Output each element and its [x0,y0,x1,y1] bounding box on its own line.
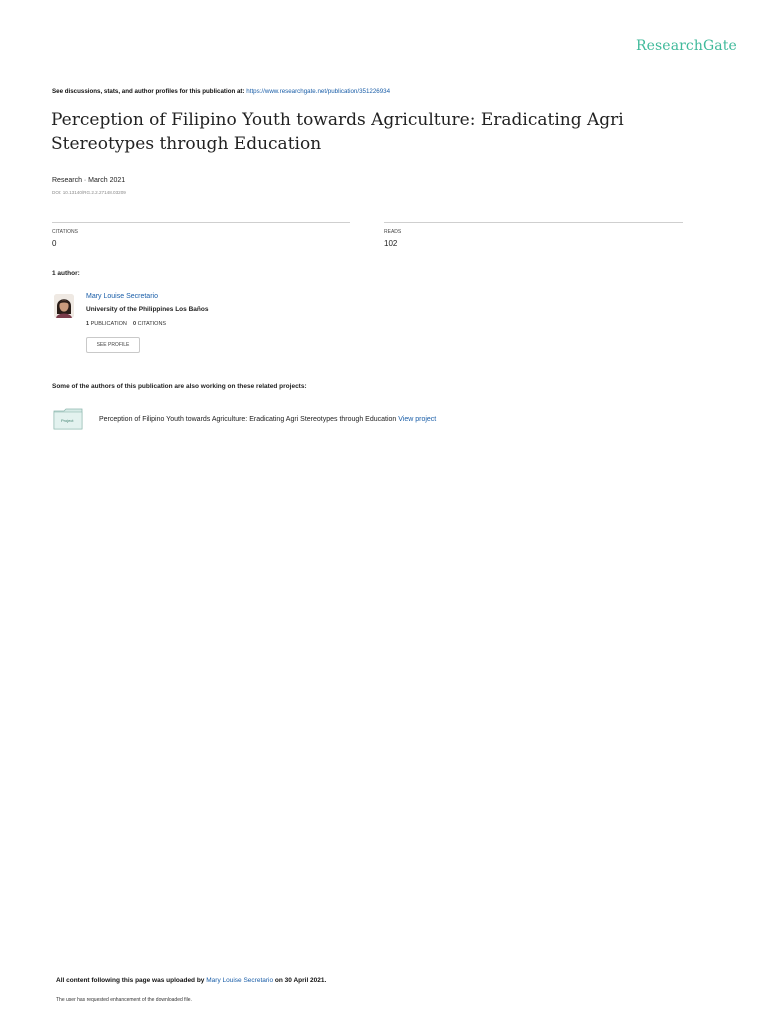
author-citations-label: CITATIONS [137,321,167,327]
reads-divider [384,222,683,223]
project-title: Perception of Filipino Youth towards Agriculture: Eradicating Agri Stereotypes through Education [99,416,397,423]
project-folder-icon[interactable] [53,408,83,430]
reads-label: READS [384,229,402,235]
view-project-link[interactable]: View project [398,416,437,423]
author-publications-label: PUBLICATION [90,321,127,327]
enhancement-note: The user has requested enhancement of the downloaded file. [56,997,192,1003]
discussion-prefix: See discussions, stats, and author profiles for this publication at: [52,88,245,95]
author-avatar[interactable] [54,294,74,318]
citations-divider [52,222,350,223]
upload-suffix: on 30 April 2021. [274,977,327,984]
discussion-line [52,88,390,95]
author-name-link[interactable]: Mary Louise Secretario [86,293,158,300]
uploader-link[interactable]: Mary Louise Secretario [206,977,274,984]
reads-value: 102 [384,239,398,248]
citations-label: CITATIONS [52,229,78,235]
author-citations-count: 0 [132,321,137,327]
author-institution: University of the Philippines Los Baños [86,306,209,313]
publication-title: Perception of Filipino Youth towards Agriculture: Eradicating Agri Stereotypes through Education [51,110,624,154]
publication-link[interactable]: https://www.researchgate.net/publication/351226934 [246,88,391,95]
project-line [99,416,436,423]
upload-notice [56,977,326,984]
author-photo-icon [54,294,74,318]
related-projects-heading: Some of the authors of this publication are also working on these related projects: [52,383,307,390]
publication-doi: DOI: 10.13140/RG.2.2.27148.03209 [52,190,126,195]
author-publications-count: 1 [86,321,90,327]
project-icon-label: Project [61,418,74,423]
publication-meta: Research · March 2021 [52,177,126,184]
citations-value: 0 [52,239,57,248]
researchgate-logo[interactable]: ResearchGate [636,38,737,54]
upload-prefix: All content following this page was uploaded by [56,977,205,984]
author-stats [86,321,166,327]
authors-heading: 1 author: [52,270,80,277]
see-profile-button[interactable]: SEE PROFILE [86,337,140,353]
